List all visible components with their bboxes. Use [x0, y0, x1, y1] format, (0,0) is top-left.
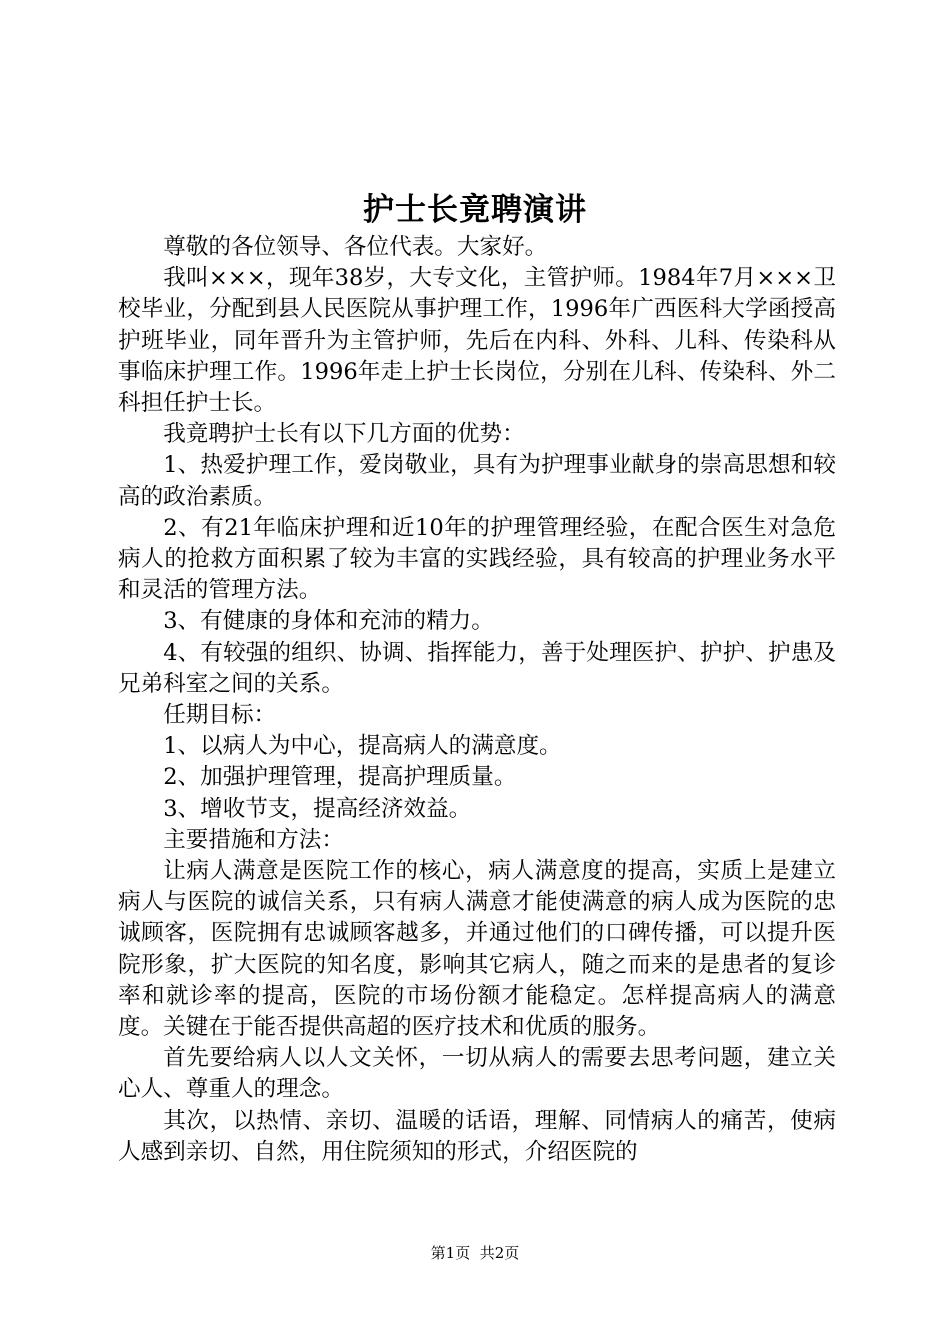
page-footer: [0, 1243, 950, 1263]
paragraph-goals-heading: 任期目标：: [163, 702, 277, 729]
paragraph-goal-3: 3、增收节支，提高经济效益。: [163, 795, 472, 822]
paragraph-introduction: 我叫×××，现年38岁，大专文化，主管护师。1984年7月×××卫校毕业，分配到县人民医院从事护理工作，1996年广西医科大学函授高护班毕业，同年晋升为主管护师，先后在内科、外科、儿科、传染科从事临床护理工作。1996年走上护士长岗位，分别在儿科、传染科、外二科担任护士长。: [118, 265, 836, 417]
paragraph-measures-second: 其次，以热情、亲切、温暖的话语，理解、同情病人的痛苦，使病人感到亲切、自然，用住院须知的形式，介绍医院的: [118, 1107, 836, 1165]
paragraph-measures-heading: 主要措施和方法：: [163, 826, 344, 853]
document-body: [118, 232, 836, 1168]
paragraph-advantage-1: 1、热爱护理工作，爱岗敬业，具有为护理事业献身的崇高思想和较高的政治素质。: [118, 452, 836, 510]
paragraph-goal-2: 2、加强护理管理，提高护理质量。: [163, 764, 517, 791]
paragraph-advantage-4: 4、有较强的组织、协调、指挥能力，善于处理医护、护护、护患及兄弟科室之间的关系。: [118, 639, 836, 697]
paragraph-greeting: 尊敬的各位领导、各位代表。大家好。: [163, 234, 548, 260]
paragraph-advantages-heading: 我竟聘护士长有以下几方面的优势：: [163, 421, 525, 448]
paragraph-advantage-2: 2、有21年临床护理和近10年的护理管理经验，在配合医生对急危病人的抢救方面积累了较为丰富的实践经验，具有较高的护理业务水平和灵活的管理方法。: [118, 514, 836, 604]
paragraph-goal-1: 1、以病人为中心，提高病人的满意度。: [163, 733, 562, 760]
document-title: 护士长竟聘演讲: [363, 192, 587, 228]
page-number: 第1页: [430, 1244, 471, 1262]
paragraph-measures-first: 首先要给病人以人文关怀，一切从病人的需要去思考问题，建立关心人、尊重人的理念。: [118, 1045, 836, 1103]
paragraph-advantage-3: 3、有健康的身体和充沛的精力。: [163, 608, 494, 635]
page-total: 共2页: [479, 1244, 520, 1262]
paragraph-measures-core: 让病人满意是医院工作的核心，病人满意度的提高，实质上是建立病人与医院的诚信关系，只有病人满意才能使满意的病人成为医院的忠诚顾客，医院拥有忠诚顾客越多，并通过他们的口碑传播，可以提升医院形象，扩大医院的知名度，影响其它病人，随之而来的是患者的复诊率和就诊率的提高，医院的市场份额才能稳定。怎样提高病人的满意度。关键在于能否提供高超的医疗技术和优质的服务。: [118, 858, 836, 1041]
